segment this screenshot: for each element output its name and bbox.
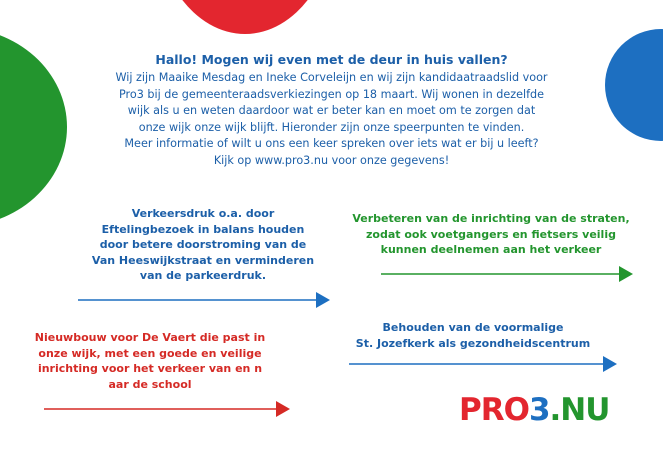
point-line: door betere doorstroming van de xyxy=(99,238,307,251)
intro-line: Pro3 bij de gemeenteraadsverkiezingen op 18 maart. Wij wonen in dezelfde xyxy=(118,87,545,101)
arrow-right-icon xyxy=(349,354,617,374)
point-newbuild xyxy=(34,330,266,392)
point-traffic xyxy=(78,206,328,284)
point-line: aar de school xyxy=(108,377,192,391)
point-line: zodat ook voetgangers en fietsers veilig xyxy=(366,227,616,241)
intro-line: wijk als u en weten daardoor wat er beter kan en moet om te zorgen dat xyxy=(127,104,536,117)
intro-line: Kijk op www.pro3.nu voor onze gegevens! xyxy=(213,153,450,167)
page-title: Hallo! Mogen wij even met de deur in huis vallen? xyxy=(155,52,508,67)
point-line: kunnen deelnemen aan het verkeer xyxy=(380,243,602,256)
point-streets xyxy=(348,211,634,258)
arrow-right-icon xyxy=(78,290,330,310)
logo-part-pro: PRO xyxy=(459,392,529,428)
point-line: Verbeteren van de inrichting van de straten, xyxy=(352,212,630,225)
logo-part-nu: .NU xyxy=(549,392,610,428)
intro-line: onze wijk onze wijk blijft. Hieronder zijn onze speerpunten te vinden. xyxy=(138,120,525,134)
point-line: Behouden van de voormalige xyxy=(382,321,564,334)
intro-line: Wij zijn Maaike Mesdag en Ineke Corveleijn en wij zijn kandidaatraadslid voor xyxy=(115,71,548,84)
point-line: inrichting voor het verkeer van en n xyxy=(37,362,263,375)
intro-text xyxy=(80,70,583,169)
point-line: Verkeersdruk o.a. door xyxy=(131,207,275,220)
point-line: van de parkeerdruk. xyxy=(139,269,267,282)
blue-circle-decoration xyxy=(605,29,663,141)
point-line: Van Heeswijkstraat en verminderen xyxy=(91,253,315,267)
point-line: St. Jozefkerk als gezondheidscentrum xyxy=(355,336,591,350)
point-line: Nieuwbouw voor De Vaert die past in xyxy=(34,331,266,344)
arrow-right-icon xyxy=(381,264,633,284)
red-circle-decoration xyxy=(152,0,338,34)
intro-line: Meer informatie of wilt u ons een keer spreken over iets wat er bij u leeft? xyxy=(124,137,539,150)
logo-part-3: 3 xyxy=(528,392,550,428)
pro3-logo xyxy=(459,392,609,428)
point-church xyxy=(338,320,608,351)
point-line: onze wijk, met een goede en veilige xyxy=(38,346,262,360)
point-line: Eftelingbezoek in balans houden xyxy=(101,222,305,236)
arrow-right-icon xyxy=(44,399,290,419)
